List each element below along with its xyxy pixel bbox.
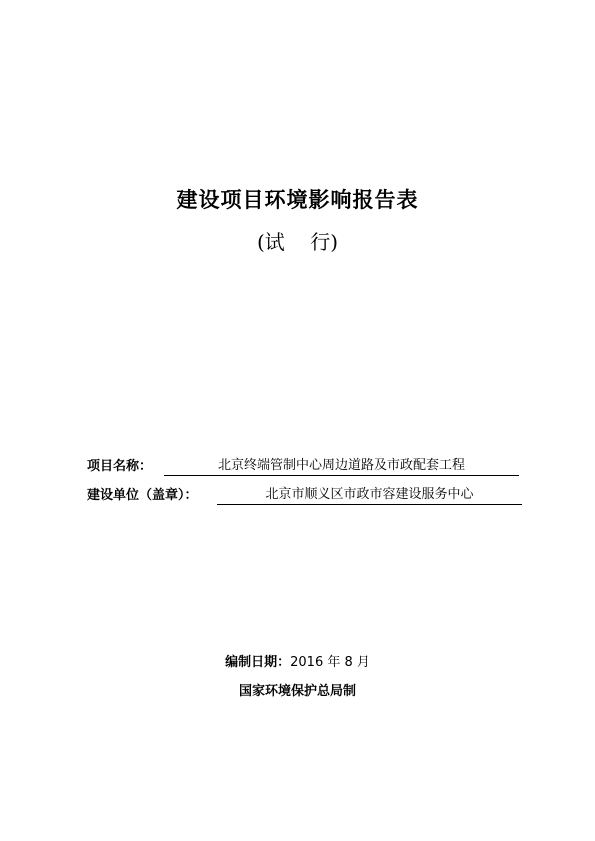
document-subtitle: (试 行) — [256, 230, 339, 254]
construction-unit-value: 北京市顺义区市政市容建设服务中心 — [217, 486, 522, 505]
compile-date — [0, 654, 595, 672]
document-title: 建设项目环境影响报告表 — [176, 187, 419, 212]
issuer: 国家环境保护总局制 — [238, 684, 356, 699]
project-name-value: 北京终端管制中心周边道路及市政配套工程 — [164, 457, 519, 476]
construction-unit-label: 建设单位（盖章）： — [87, 488, 198, 503]
compile-date-label: 编制日期： — [225, 655, 291, 670]
project-name-label: 项目名称： — [87, 459, 153, 474]
compile-date-value: 2016 年 8 月 — [290, 655, 370, 670]
